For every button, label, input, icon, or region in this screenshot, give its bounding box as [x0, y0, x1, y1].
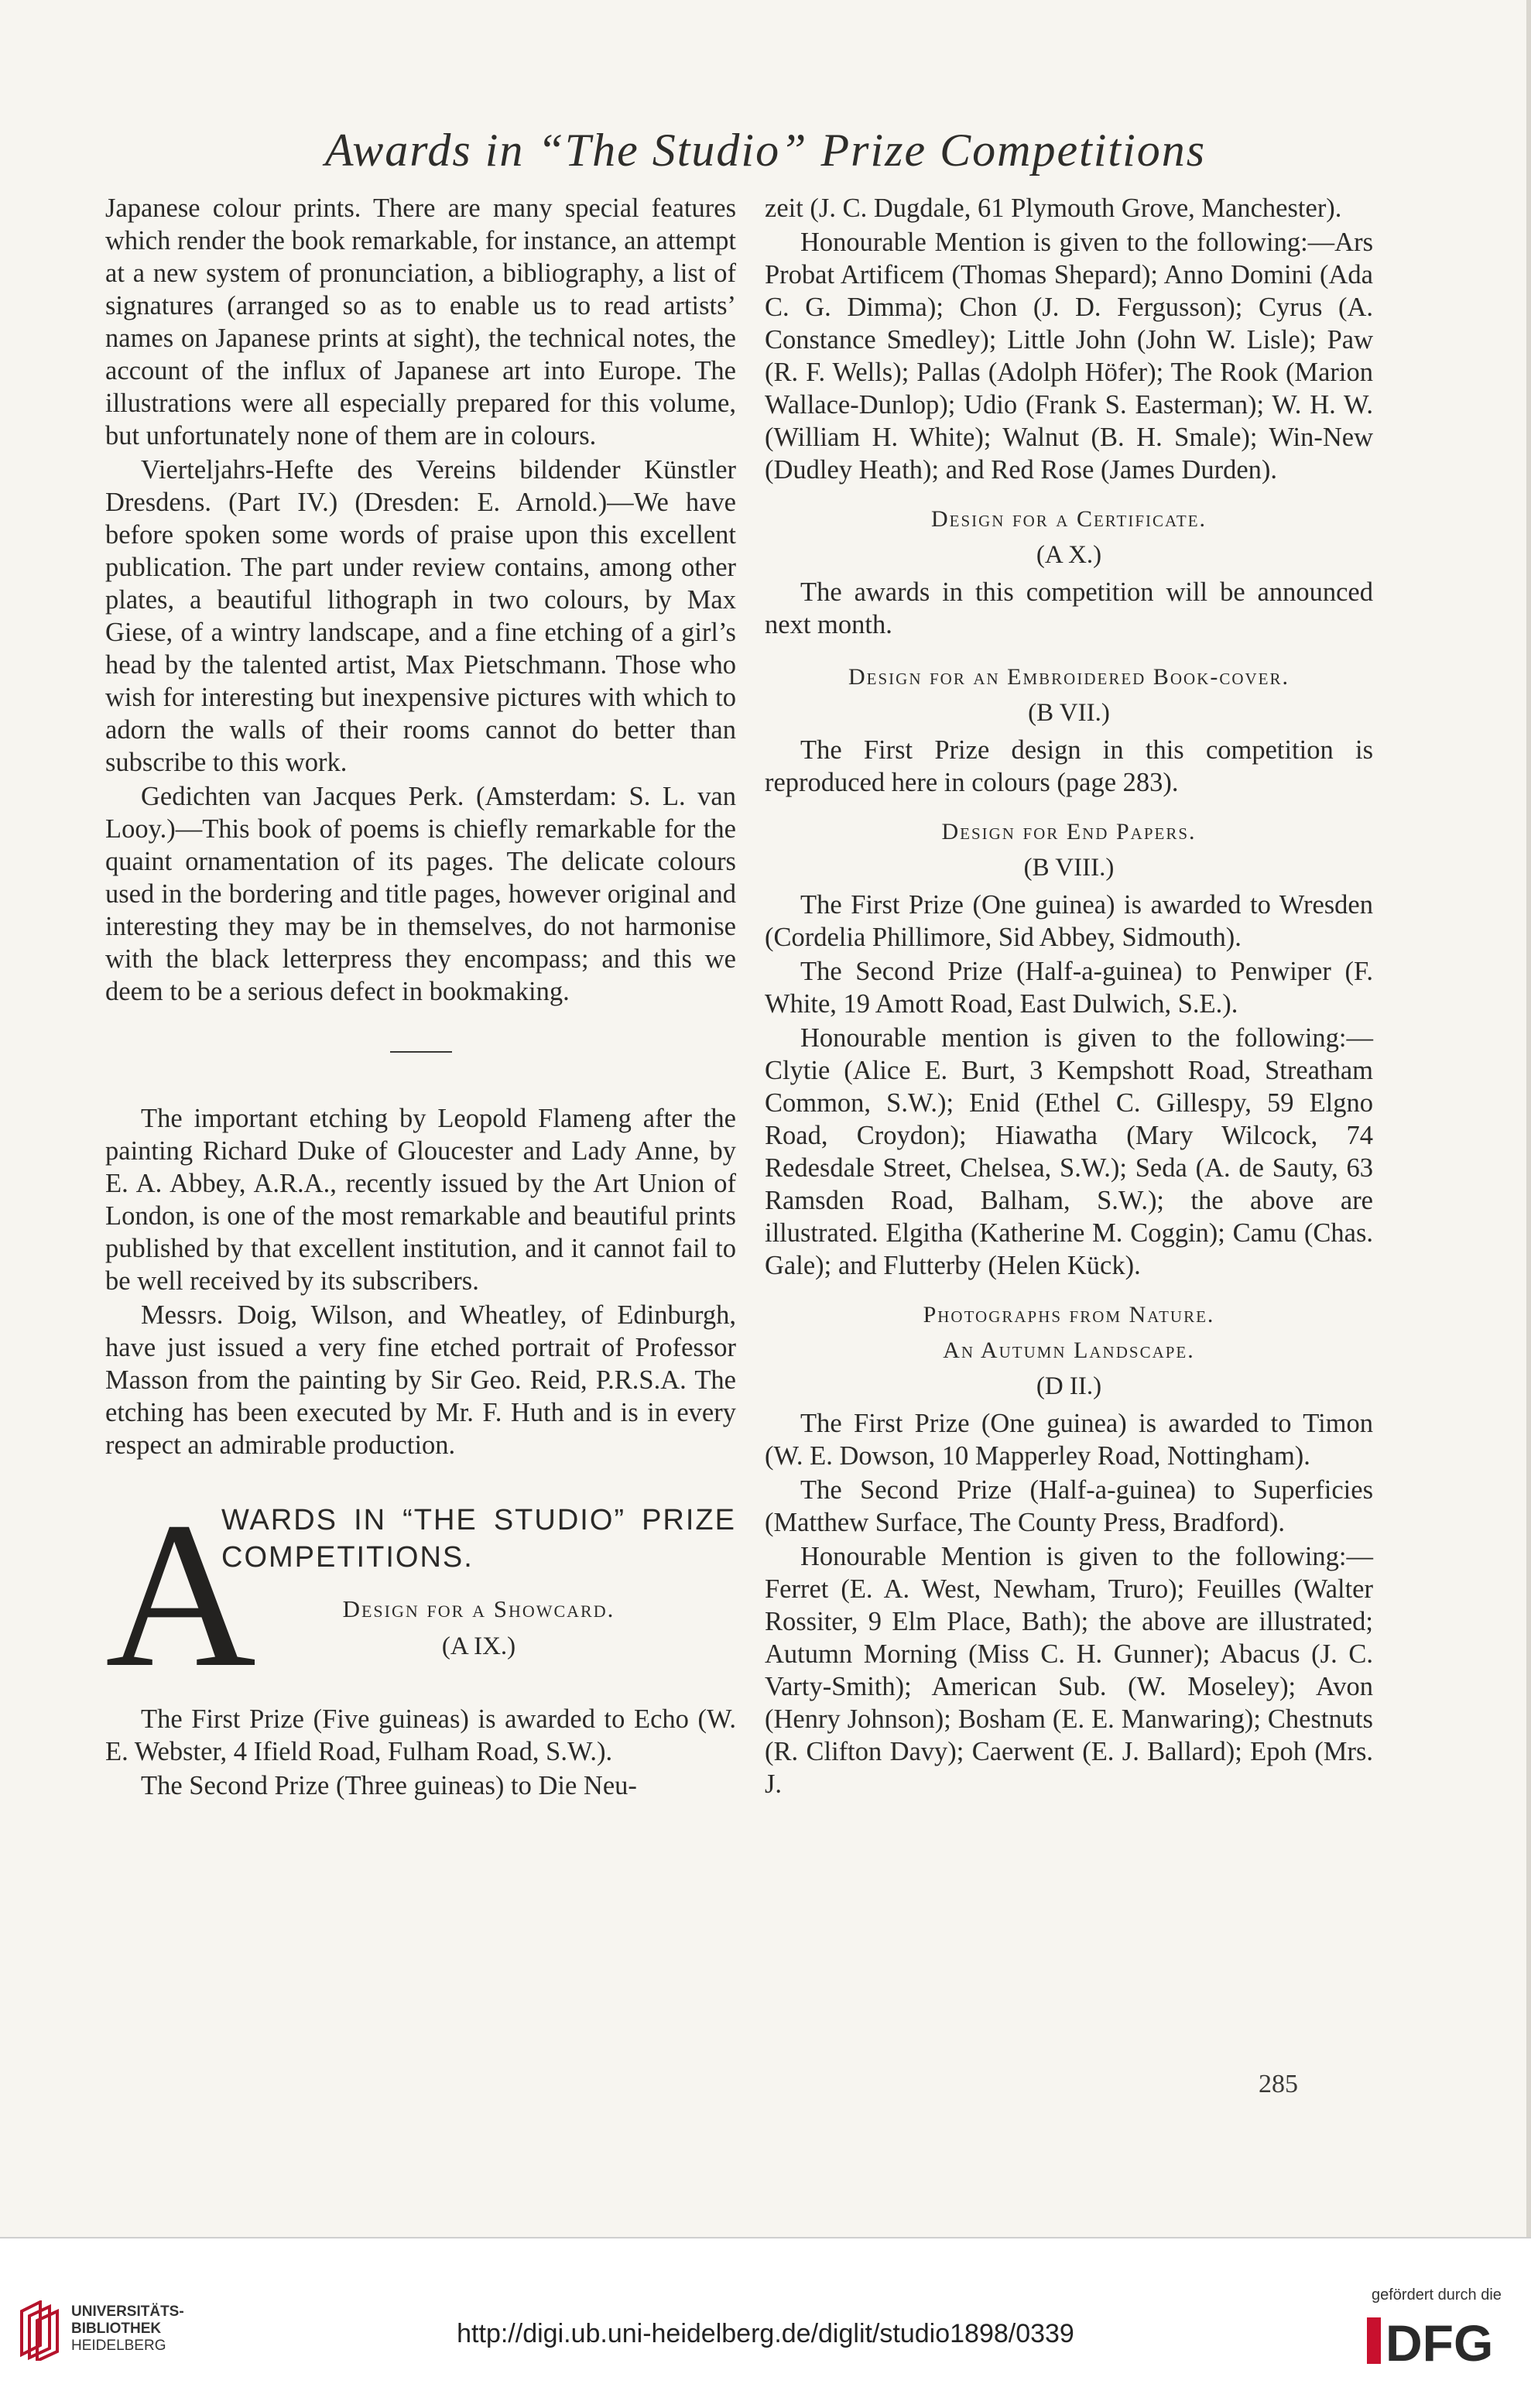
paragraph: Vierteljahrs-Hefte des Vereins bildender Künstler Dresdens. (Part IV.) (Dresden: E. Arnold.)—We have before spoken some words of praise upon this excellent publication. The part under review contains, among other plates, a beautiful lithograph in two colours, by Max Giese, of a wintry landscape, and a fine etching of a girl’s head by the talented artist, Max Pietschmann. Those who wish for interesting but inexpensive pictures with which to adorn the walls of their rooms cannot do better than subscribe to this work. — [105, 455, 736, 777]
drop-cap: A — [105, 1479, 256, 1711]
competition-subhead: Design for an Embroidered Book-cover. — [848, 664, 1290, 690]
competition-subhead: Design for End Papers. — [941, 819, 1197, 844]
paragraph: The First Prize (One guinea) is awarded to Wresden (Cordelia Phillimore, Sid Abbey, Sidmouth). — [765, 890, 1373, 952]
library-name-line: UNIVERSITÄTS- — [71, 2304, 184, 2320]
competition-code: (D II.) — [1036, 1372, 1102, 1400]
section-title: WARDS IN “THE STUDIO” PRIZE COMPETITIONS. — [221, 1504, 736, 1574]
paragraph: The important etching by Leopold Flameng after the painting Richard Duke of Gloucester and Lady Anne, by E. A. Abbey, A.R.A., recently issued by the Art Union of London, is one of the most remarkable and beautiful prints published by that excellent institution, and it cannot fail to be well received by its subscribers. — [105, 1104, 736, 1296]
paragraph: zeit (J. C. Dugdale, 61 Plymouth Grove, Manchester). — [765, 194, 1342, 223]
paragraph: Messrs. Doig, Wilson, and Wheatley, of Edinburgh, have just issued a very fine etched portrait of Professor Masson from the painting by Sir Geo. Reid, P.R.S.A. The etching has been executed by Mr. F. Huth and is in every respect an admirable production. — [105, 1300, 736, 1460]
right-column — [765, 192, 1373, 1802]
paragraph: Honourable mention is given to the following:—Clytie (Alice E. Burt, 3 Kempshott Road, Streatham Common, S.W.); Enid (Ethel C. Gillespy, 59 Elgno Road, Croydon); Hiawatha (Mary Wilcock, 74 Redesdale Street, Chelsea, S.W.); Seda (A. de Sauty, 63 Ramsden Road, Balham, S.W.); the above are illustrated. Elgitha (Katherine M. Coggin); Camu (Chas. Gale); and Flutterby (Helen Kück). — [765, 1023, 1373, 1280]
paragraph: The Second Prize (Three guineas) to Die Neu- — [141, 1771, 637, 1800]
paragraph: The First Prize (Five guineas) is awarded to Echo (W. E. Webster, 4 Ifield Road, Fulham Road, S.W.). — [105, 1704, 736, 1766]
competition-subhead: An Autumn Landscape. — [943, 1338, 1195, 1363]
competition-code: (A IX.) — [441, 1632, 516, 1660]
library-name-line: BIBLIOTHEK — [71, 2321, 162, 2337]
paragraph: Gedichten van Jacques Perk. (Amsterdam: S. L. van Looy.)—This book of poems is chiefly remarkable for the quaint ornamentation of its pages. The delicate colours used in the bordering and title pages, however original and interesting they may be in themselves, do not harmonise with the black letterpress they encompass; and this we deem to be a serious defect in bookmaking. — [105, 782, 736, 1006]
paragraph: The First Prize design in this competition is reproduced here in colours (page 283). — [765, 735, 1373, 797]
running-title: Awards in “The Studio” Prize Competitions — [324, 125, 1207, 176]
paragraph: The Second Prize (Half-a-guinea) to Penwiper (F. White, 19 Amott Road, East Dulwich, S.E.). — [765, 957, 1373, 1019]
paragraph: The First Prize (One guinea) is awarded to Timon (W. E. Dowson, 10 Mapperley Road, Nottingham). — [765, 1409, 1373, 1471]
competition-code: (B VII.) — [1028, 699, 1110, 727]
dfg-logo-icon — [1367, 2314, 1514, 2367]
funded-by-label: gefördert durch die — [1372, 2286, 1502, 2304]
digitization-footer — [0, 2237, 1531, 2408]
competition-subhead: Photographs from Nature. — [923, 1302, 1215, 1327]
competition-subhead: Design for a Showcard. — [342, 1595, 615, 1622]
paragraph: Honourable Mention is given to the following:—Ferret (E. A. West, Newham, Truro); Feuilles (Walter Rossiter, 9 Elm Place, Bath); the above are illustrated; Autumn Morning (Miss C. H. Gunner); Abacus (J. C. Varty-Smith); American Sub. (W. Moseley); Avon (Henry Johnson); Bosham (E. E. Manwaring); Chestnuts (R. Clifton Davy); Caerwent (E. J. Ballard); Epoh (Mrs. J. — [765, 1542, 1373, 1799]
paragraph: Japanese colour prints. There are many special features which render the book remarkable, for instance, an attempt at a new system of pronunciation, a bibliography, a list of signatures (arranged so as to enable us to read artists’ names on Japanese prints at sight), the technical notes, the account of the influx of Japanese art into Europe. The illustrations were all especially prepared for this volume, but unfortunately none of them are in colours. — [105, 194, 736, 450]
competition-code: (A X.) — [1036, 541, 1102, 569]
competition-code: (B VIII.) — [1023, 854, 1115, 882]
paragraph: Honourable Mention is given to the following:—Ars Probat Artificem (Thomas Shepard); Anno Domini (Ada C. G. Dimma); Chon (J. D. Fergusson); Cyrus (A. Constance Smedley); Little John (John W. Lisle); Paw (R. F. Wells); Pallas (Adolph Höfer); The Rook (Marion Wallace-Dunlop); Udio (Frank S. Easterman); W. H. W. (William H. White); Walnut (B. H. Smale); Win-New (Dudley Heath); and Red Rose (James Durden). — [765, 228, 1373, 485]
section-divider — [390, 1051, 452, 1053]
competition-subhead: Design for a Certificate. — [930, 506, 1207, 532]
library-name-line: HEIDELBERG — [71, 2338, 166, 2354]
page-edge — [1526, 0, 1531, 2237]
awards-section-heading — [105, 1479, 736, 1711]
page-number: 285 — [1259, 2070, 1298, 2098]
left-column — [105, 192, 736, 1803]
permalink-url[interactable]: http://digi.ub.uni-heidelberg.de/diglit/studio1898/0339 — [457, 2319, 1074, 2348]
dfg-logo-text: DFG — [1385, 2314, 1494, 2367]
paragraph: The Second Prize (Half-a-guinea) to Superficies (Matthew Surface, The County Press, Bradford). — [765, 1475, 1373, 1537]
paragraph: The awards in this competition will be announced next month. — [765, 577, 1373, 639]
